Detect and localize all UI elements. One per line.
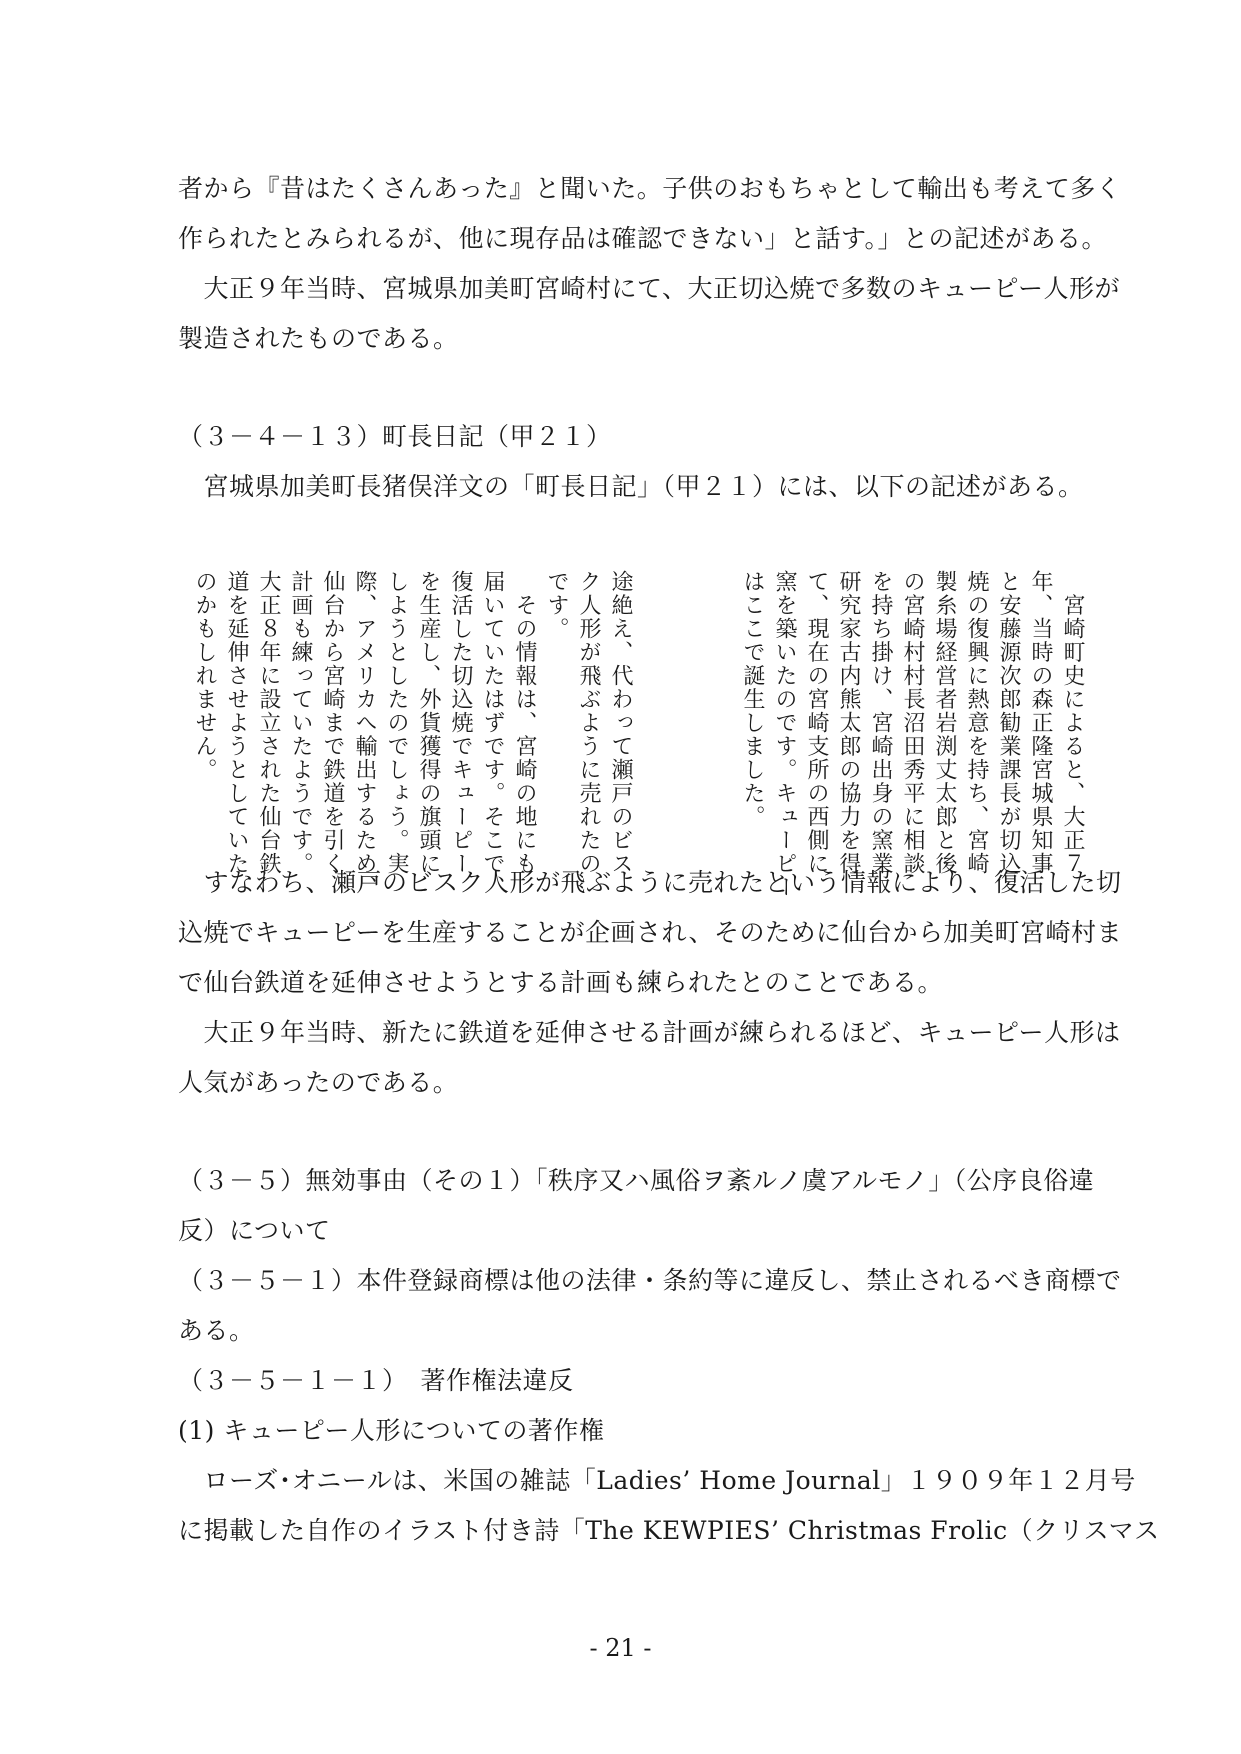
body-line: 人気があったのである。 [178,1068,459,1097]
body-line: に掲載した自作のイラスト付き詩「The KEWPIES’ Christmas Frolic（クリスマス [178,1516,1160,1545]
quote-column-left: 途絶え、代わって瀬戸のビス ク人形が飛ぶように売れたの です。 その情報は、宮崎の地にも 届いていたはずです。そこで、 復活した切込焼でキューピー を生産し、外貨獲得の旗頭に しようとしたのでしょう。実 際、アメリカへ輸出するため、 仙台から宮崎まで鉄道を引く 計画も練っていたようです。 大正８年に設立された仙台鉄 道を延伸させようとしていた のかもしれません。 [192,570,633,899]
section-heading: （３－４－１３）町長日記（甲２１） [178,422,612,451]
section-intro: 宮城県加美町長猪俣洋文の「町長日記」（甲２１）には、以下の記述がある。 [178,472,1084,501]
section-heading-3-5-1: （３－５－１）本件登録商標は他の法律・条約等に違反し、禁止されるべき商標で [178,1266,1122,1295]
body-line: すなわち、瀬戸のビスク人形が飛ぶように売れたという情報により、復活した切 [178,868,1122,897]
body-line: 大正９年当時、宮城県加美町宮崎村にて、大正切込焼で多数のキューピー人形が [178,274,1121,303]
section-heading-3-5-cont: 反）について [178,1216,331,1245]
section-heading-3-5-1-1: （３－５－１－１） 著作権法違反 [178,1366,574,1395]
page-number: - 21 - [589,1634,652,1662]
body-line: 作られたとみられるが、他に現存品は確認できない」と話す。」との記述がある。 [178,224,1108,253]
body-line: 大正９年当時、新たに鉄道を延伸させる計画が練られるほど、キューピー人形は [178,1018,1121,1047]
body-line: 製造されたものである。 [178,324,459,353]
section-heading-3-5: （３－５）無効事由（その１）「秩序又ハ風俗ヲ紊ルノ虞アルモノ」（公序良俗違 [178,1166,1095,1195]
subsection-heading: (1) キューピー人形についての著作権 [178,1416,605,1445]
quote-column-right: 宮崎町史によると、大正７ 年、当時の森正隆宮城県知事 と安藤源次郎勧業課長が切込 焼の復興に熱意を持ち、宮崎 製糸場経営者岩渕丈太郎と後 の宮崎村村長沼田秀平に相談 を持ち掛け、宮崎出身の窯業 研究家古内熊太郎の協力を得 て、現在の宮崎支所の西側に 窯を築いたのです。キューピー はここで誕生しました。 [740,570,1085,899]
body-line: 込焼でキューピーを生産することが企画され、そのために仙台から加美町宮崎村ま [178,918,1123,947]
body-line: ローズ･オニールは、米国の雑誌「Ladies’ Home Journal」１９０９年１２月号 [178,1466,1136,1495]
body-line: 者から『昔はたくさんあった』と聞いた。子供のおもちゃとして輸出も考えて多く [178,174,1122,203]
body-line: で仙台鉄道を延伸させようとする計画も練られたとのことである。 [178,968,944,997]
section-heading-3-5-1-cont: ある。 [178,1316,255,1345]
